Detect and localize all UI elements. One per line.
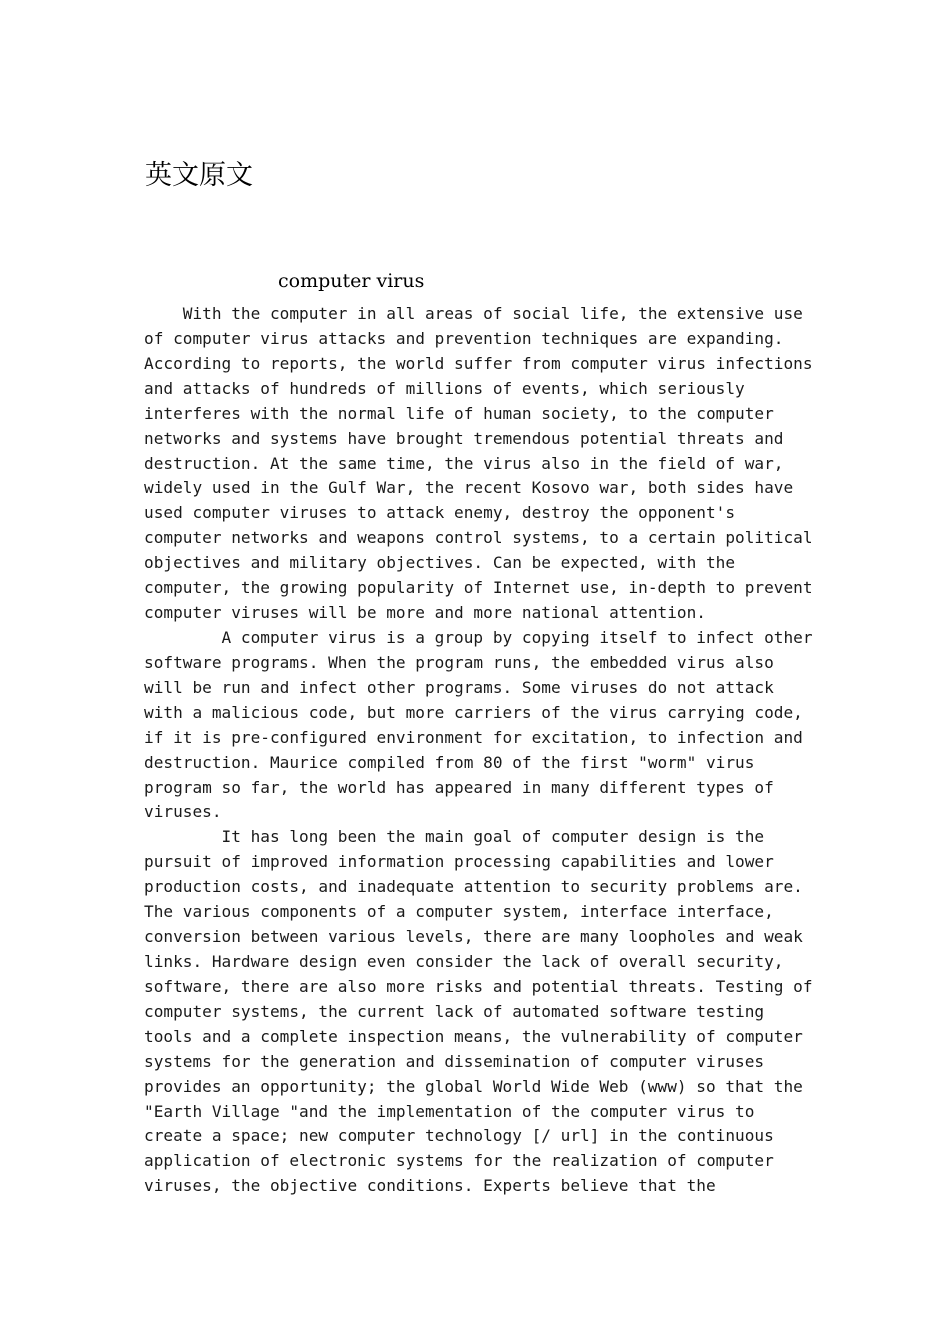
text-line: A computer virus is a group by copying itself to infect other [144, 627, 813, 647]
section-heading: 英文原文 [145, 160, 253, 191]
text-line: networks and systems have brought tremendous potential threats and [144, 428, 784, 448]
text-line: viruses, the objective conditions. Experts believe that the [144, 1176, 716, 1196]
text-line: software, there are also more risks and potential threats. Testing of [144, 976, 813, 996]
text-line: and attacks of hundreds of millions of events, which seriously [144, 378, 745, 398]
text-line: program so far, the world has appeared in many different types of [144, 777, 774, 797]
text-line: will be run and infect other programs. Some viruses do not attack [144, 677, 774, 697]
text-line: systems for the generation and dissemination of computer viruses [144, 1051, 765, 1071]
text-line: if it is pre-configured environment for excitation, to infection and [144, 727, 803, 747]
text-line: conversion between various levels, there are many loopholes and weak [144, 927, 803, 947]
text-line: destruction. At the same time, the virus also in the field of war, [144, 453, 784, 473]
text-line: create a space; new computer technology [/ url] in the continuous [144, 1126, 774, 1146]
text-line: computer, the growing popularity of Internet use, in-depth to prevent [144, 578, 813, 598]
text-line: The various components of a computer system, interface interface, [144, 902, 774, 922]
document-title: computer virus [278, 270, 425, 292]
text-line: application of electronic systems for the realization of computer [144, 1151, 774, 1171]
text-line: with a malicious code, but more carriers of the virus carrying code, [144, 702, 803, 722]
text-line: objectives and military objectives. Can be expected, with the [144, 553, 736, 573]
text-line: It has long been the main goal of computer design is the [144, 827, 765, 847]
text-line: viruses. [144, 802, 222, 822]
text-line: widely used in the Gulf War, the recent Kosovo war, both sides have [144, 478, 794, 498]
text-line: production costs, and inadequate attention to security problems are. [144, 877, 803, 897]
text-line: of computer virus attacks and prevention techniques are expanding. [144, 328, 784, 348]
body-text [144, 302, 834, 1199]
text-line: software programs. When the program runs, the embedded virus also [144, 652, 774, 672]
text-line: provides an opportunity; the global World Wide Web (www) so that the [144, 1076, 803, 1096]
text-line: interferes with the normal life of human society, to the computer [144, 403, 774, 423]
text-line: tools and a complete inspection means, the vulnerability of computer [144, 1026, 803, 1046]
text-line: pursuit of improved information processing capabilities and lower [144, 852, 774, 872]
text-line: computer viruses will be more and more national attention. [144, 603, 706, 623]
text-line: used computer viruses to attack enemy, destroy the opponent's [144, 503, 736, 523]
text-line: According to reports, the world suffer from computer virus infections [144, 353, 813, 373]
text-line: "Earth Village "and the implementation of the computer virus to [144, 1101, 755, 1121]
text-line: computer systems, the current lack of automated software testing [144, 1001, 765, 1021]
text-line: computer networks and weapons control systems, to a certain political [144, 528, 813, 548]
text-line: destruction. Maurice compiled from 80 of the first "worm" virus [144, 752, 755, 772]
text-line: With the computer in all areas of social life, the extensive use [144, 304, 803, 323]
text-line: links. Hardware design even consider the lack of overall security, [144, 951, 784, 971]
